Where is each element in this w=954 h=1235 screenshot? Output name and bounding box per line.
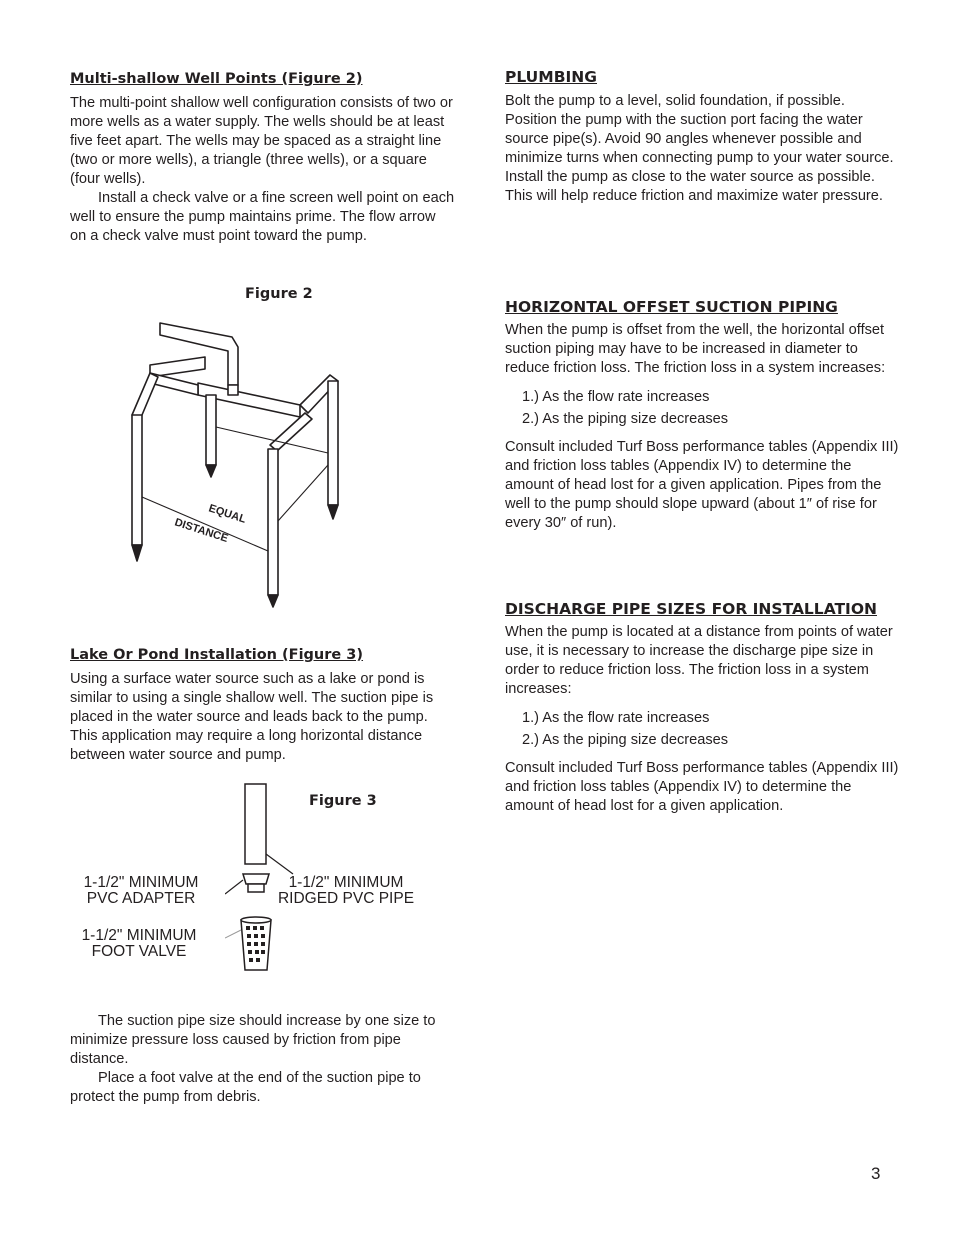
- figure-2-well-points-illustration: [120, 315, 360, 615]
- lake-pond-heading: Lake Or Pond Installation (Figure 3): [70, 647, 364, 663]
- multi-shallow-paragraph-1: The multi-point shallow well configuration consists of two or more wells as a water supply. The wells should be at least five feet apart. The wells may be spaced as a straight line (two or more wells), a triangle (three wells), or a square (four wells).: [70, 95, 453, 187]
- suction-pipe-paragraph-2: Place a foot valve at the end of the suction pipe to protect the pump from debris.: [70, 1070, 421, 1105]
- multi-shallow-paragraph-2: Install a check valve or a fine screen well point on each well to ensure the pump maintains prime. The flow arrow on a check valve must point toward the pump.: [70, 190, 455, 244]
- figure-2-label: Figure 2: [245, 286, 313, 302]
- multi-shallow-heading: Multi-shallow Well Points (Figure 2): [70, 71, 363, 87]
- page-number: 3: [871, 1164, 881, 1183]
- lake-pond-section: [70, 644, 455, 765]
- list-item: 2.) As the piping size decreases: [522, 411, 729, 427]
- list-item: 2.) As the piping size decreases: [522, 732, 729, 748]
- list-item: 1.) As the flow rate increases: [522, 710, 710, 726]
- plumbing-paragraph: Bolt the pump to a level, solid foundation, if possible. Position the pump with the suction port facing the water source pipe(s). Avoid 90 angles whenever possible and minimize turns when connecting pump to your water source. Install the pump as close to the water source as possible. This will help reduce friction and maximize water pressure.: [505, 93, 894, 204]
- equal-label: EQUAL: [207, 502, 248, 526]
- horizontal-offset-section: [505, 296, 900, 533]
- distance-label: DISTANCE: [173, 516, 230, 545]
- foot-valve-line2: FOOT VALVE: [91, 943, 187, 960]
- pvc-pipe-line1: 1-1/2" MINIMUM: [288, 874, 404, 891]
- discharge-heading: DISCHARGE PIPE SIZES FOR INSTALLATION: [505, 600, 877, 618]
- pvc-adapter-callout: [76, 875, 206, 907]
- horizontal-offset-heading: HORIZONTAL OFFSET SUCTION PIPING: [505, 298, 838, 316]
- discharge-paragraph-2: Consult included Turf Boss performance tables (Appendix III) and friction loss tables (Appendix IV) to determine the amount of head lost for a given application.: [505, 760, 899, 814]
- foot-valve-callout: [74, 928, 204, 960]
- horizontal-offset-list: [522, 386, 900, 430]
- figure-3-label: Figure 3: [309, 793, 377, 809]
- discharge-section: [505, 598, 900, 816]
- discharge-list: [522, 707, 900, 751]
- pvc-adapter-line1: 1-1/2" MINIMUM: [83, 874, 199, 891]
- discharge-paragraph-1: When the pump is located at a distance from points of water use, it is necessary to increase the discharge pipe size in order to reduce friction loss. The friction loss in a system increases:: [505, 624, 893, 697]
- suction-pipe-section: [70, 1012, 455, 1107]
- lake-pond-paragraph: Using a surface water source such as a lake or pond is similar to using a single shallow well. The suction pipe is placed in the water source and leads back to the pump. This application may require a long horizontal distance between water source and pump.: [70, 671, 434, 763]
- list-item: 1.) As the flow rate increases: [522, 389, 710, 405]
- horizontal-offset-paragraph-2: Consult included Turf Boss performance tables (Appendix III) and friction loss tables (Appendix IV) to determine the amount of head lost for a given application. Pipes from the well to the pump should slope upward (about 1″ of rise for every 30″ of run).: [505, 439, 899, 531]
- horizontal-offset-paragraph-1: When the pump is offset from the well, the horizontal offset suction piping may have to be increased in diameter to reduce friction loss. The friction loss in a system increases:: [505, 322, 886, 376]
- left-column: [70, 68, 455, 246]
- foot-valve-line1: 1-1/2" MINIMUM: [81, 927, 197, 944]
- pvc-pipe-callout: [270, 875, 422, 907]
- plumbing-heading: PLUMBING: [505, 68, 597, 86]
- pvc-pipe-line2: RIDGED PVC PIPE: [277, 890, 415, 907]
- suction-pipe-paragraph-1: The suction pipe size should increase by one size to minimize pressure loss caused by friction from pipe distance.: [70, 1013, 436, 1067]
- right-column: [505, 66, 900, 206]
- pvc-adapter-line2: PVC ADAPTER: [86, 890, 196, 907]
